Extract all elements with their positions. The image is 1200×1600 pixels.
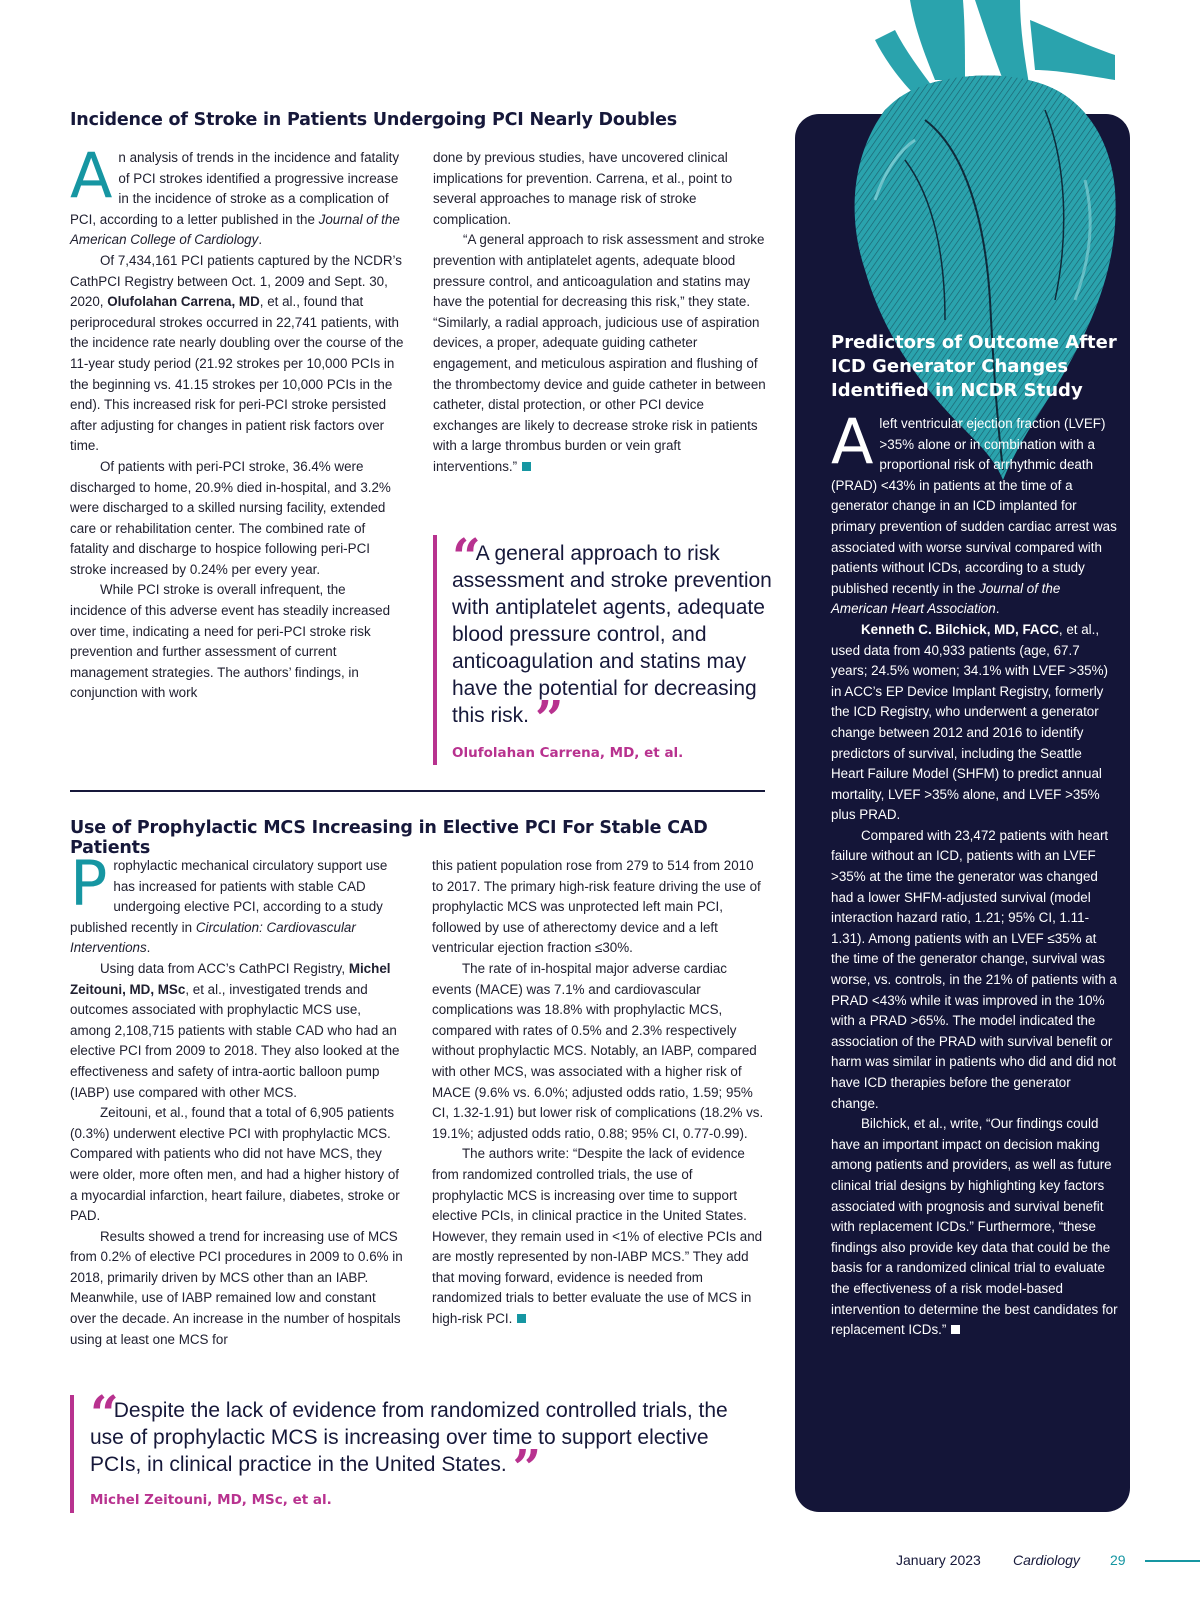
article1-p1-end: .: [258, 232, 263, 248]
article1-p3: Of patients with peri-PCI stroke, 36.4% were discharged to home, 20.9% died in-hospital, and 3.2% were discharged to a skilled nursing facility, extended care or rehabilitation center. The combined rate of fatality and discharge to hospice following peri-PCI stroke increased by 0.24% per every year.: [70, 458, 391, 577]
footer-rule: [1145, 1560, 1200, 1562]
sidebar-title: Predictors of Outcome After ICD Generator Changes Identified in NCDR Study: [831, 332, 1117, 401]
pull-quote-1: [452, 527, 772, 761]
article2-p2: Using data from ACC’s CathPCI Registry,: [100, 960, 349, 976]
footer-publication: Cardiology: [1013, 1552, 1080, 1568]
article1-p1: n analysis of trends in the incidence and fatality of PCI strokes identified a progressive increase in the incidence of stroke as a complication of PCI, according to a letter published in the: [70, 150, 400, 227]
quote1-bar: [433, 535, 437, 765]
article2-p2-rest: , et al., investigated trends and outcomes associated with prophylactic MCS use, among 2,108,715 patients with stable CAD who had an elective PCI from 2009 to 2018. They also looked at the effectiveness and safety of intra-aortic balloon pump (IABP) use compared with other MCS.: [70, 981, 400, 1100]
quote1-attribution: Olufolahan Carrena, MD, et al.: [452, 745, 684, 761]
article2-journal: Circulation: Cardiovascular Interventions: [70, 919, 356, 956]
article1-column-1: [70, 139, 405, 704]
open-quote-icon: “: [90, 1384, 114, 1443]
quote2-bar: [70, 1395, 74, 1513]
article2-author: Michel Zeitouni, MD, MSc: [70, 960, 391, 997]
end-mark-icon: [522, 462, 531, 471]
end-mark-icon: [951, 1325, 960, 1334]
article2-p1: rophylactic mechanical circulatory support use has increased for patients with stable CAD undergoing elective PCI, according to a study published recently in: [70, 858, 388, 935]
article1-p2-rest: , et al., found that periprocedural strokes occurred in 22,741 patients, with the incidence rate nearly doubling over the course of the 11-year study period (21.92 strokes per 10,000 PCIs in the beginning vs. 41.15 strokes per 10,000 PCIs in the end). This increased risk for peri-PCI stroke persisted after adjusting for changes in patient risk factors over time.: [70, 294, 404, 454]
article2-c2-p3: The authors write: “Despite the lack of evidence from randomized controlled trials, the use of prophylactic MCS is increasing over time to support elective PCIs, in clinical practice in the United States. However, they remain used in <1% of elective PCIs and are mostly represented by non-IABP MCS.” They add that moving forward, evidence is needed from randomized trials to better evaluate the use of MCS in high-risk PCI.: [432, 1146, 763, 1327]
page-number: 29: [1110, 1552, 1126, 1568]
article1-drop-cap: A: [70, 139, 113, 212]
sidebar-body: [831, 405, 1118, 1341]
article2-p3: Zeitouni, et al., found that a total of 6,905 patients (0.3%) underwent elective PCI with prophylactic MCS. Compared with patients who did not have MCS, they were older, more often men, and had a higher history of a myocardial infarction, heart failure, diabetes, stroke or PAD.: [70, 1105, 400, 1224]
sidebar-journal: Journal of the American Heart Association: [831, 580, 1061, 617]
footer-date: January 2023: [896, 1552, 981, 1568]
article1-author: Olufolahan Carrena, MD: [107, 294, 260, 310]
sidebar-p4: Bilchick, et al., write, “Our findings could have an important impact on decision making among patients and providers, as well as future clinical trial designs by highlighting key factors associated with prognosis and survival benefit with replacement ICDs.” Furthermore, “these findings also provide key data that could be the basis for a randomized clinical trial to evaluate the effectiveness of a risk model-based intervention to determine the best candidates for replacement ICDs.”: [831, 1116, 1118, 1338]
article2-column-2: [432, 856, 767, 1330]
close-quote-icon: ”: [512, 1438, 537, 1497]
article2-drop-cap: P: [70, 847, 108, 920]
open-quote-icon: “: [452, 527, 476, 586]
sidebar-p2: , et al., used data from 40,933 patients (age, 67.7 years; 24.5% women; 34.1% with LVEF >35%) in ACC’s EP Device Implant Registry, formerly the ICD Registry, who underwent a generator change between 2012 and 2016 to identify predictors of survival, including the Seattle Heart Failure Model (SHFM) to predict annual mortality, LVEF >35% alone, and LVEF >35% plus PRAD.: [831, 621, 1108, 823]
pull-quote-2: [90, 1384, 750, 1508]
article2-p4: Results showed a trend for increasing use of MCS from 0.2% of elective PCI procedures in 2009 to 0.6% in 2018, primarily driven by MCS other than an IABP. Meanwhile, use of IABP remained low and constant over the decade. An increase in the number of hospitals using at least one MCS for: [70, 1228, 403, 1347]
article2-c2-p1: this patient population rose from 279 to 514 from 2010 to 2017. The primary high-risk feature driving the use of prophylactic MCS was unprotected left main PCI, followed by use of atherectomy device and a left ventricular ejection fraction ≤30%.: [432, 858, 761, 956]
article1-title: Incidence of Stroke in Patients Undergoing PCI Nearly Doubles: [70, 110, 677, 130]
article1-p4: While PCI stroke is overall infrequent, the incidence of this adverse event has steadily increased over time, indicating a need for peri-PCI stroke risk prevention and further assessment of current management strategies. The authors’ findings, in conjunction with work: [70, 582, 391, 701]
article2-p1-end: .: [146, 940, 151, 956]
sidebar-p3: Compared with 23,472 patients with heart failure without an ICD, patients with an LVEF >35% at the time the generator was changed had a lower SHFM-adjusted survival (model interaction hazard ratio, 1.21; 95% CI, 1.11-1.31). Among patients with an LVEF ≤35% at the time of the generator change, survival was worse, vs. controls, in the 21% of patients with a PRAD <43% while it was improved in the 10% with a PRAD >65%. The model indicated the association of the PRAD with survival benefit or harm was similar in patients who did and did not have ICD therapies before the generator change.: [831, 827, 1117, 1111]
article2-title: Use of Prophylactic MCS Increasing in Elective PCI For Stable CAD Patients: [70, 818, 708, 858]
article1-c2-p1: done by previous studies, have uncovered clinical implications for prevention. Carrena, et al., point to several approaches to manage risk of stroke complication.: [433, 150, 733, 227]
end-mark-icon: [517, 1314, 526, 1323]
article1-column-2: [433, 148, 768, 478]
section-divider: [70, 790, 765, 792]
article2-column-1: [70, 847, 405, 1350]
article1-p2: Of 7,434,161 PCI patients captured by the NCDR’s CathPCI Registry between Oct. 1, 2009 and Sept. 30, 2020,: [70, 252, 402, 310]
sidebar-drop-cap: A: [831, 405, 874, 478]
sidebar-p1: left ventricular ejection fraction (LVEF) >35% alone or in combination with a proportional risk of arrhythmic death (PRAD) <43% in patients at the time of a generator change in an ICD implanted for primary prevention of sudden cardiac arrest was associated with worse survival compared with patients without ICDs, according to a study published recently in the: [831, 416, 1117, 596]
sidebar-p1-end: .: [995, 601, 1000, 617]
article1-journal: Journal of the American College of Cardiology: [70, 211, 400, 248]
quote2-text: Despite the lack of evidence from randomized controlled trials, the use of prophylactic MCS is increasing over time to support elective PCIs, in clinical practice in the United States.: [90, 1399, 728, 1476]
quote2-attribution: Michel Zeitouni, MD, MSc, et al.: [90, 1492, 332, 1508]
quote1-text: A general approach to risk assessment and stroke prevention with antiplatelet agents, adequate blood pressure control, and anticoagulation and statins may have the potential for decreasing this risk.: [452, 542, 772, 727]
close-quote-icon: ”: [534, 689, 559, 748]
article1-c2-p2: “A general approach to risk assessment and stroke prevention with antiplatelet agents, adequate blood pressure control, and anticoagulation and statins may have the potential for decreasing this risk,” they state. “Similarly, a radial approach, judicious use of aspiration devices, a proper, adequate guiding catheter engagement, and meticulous aspiration and flushing of the thrombectomy device and guide catheter in between catheter, distal protection, or other PCI device exchanges are likely to decrease stroke risk in patients with a large thrombus burden or vein graft interventions.”: [433, 232, 766, 474]
sidebar-author: Kenneth C. Bilchick, MD, FACC: [861, 621, 1059, 637]
article2-c2-p2: The rate of in-hospital major adverse cardiac events (MACE) was 7.1% and cardiovascular complications was 18.8% with prophylactic MCS, compared with rates of 0.5% and 2.3% respectively without prophylactic MCS. Notably, an IABP, compared with other MCS, was associated with a higher risk of MACE (9.6% vs. 6.0%; adjusted odds ratio, 1.59; 95% CI, 1.32-1.91) but lower risk of complications (18.2% vs. 19.1%; adjusted odds ratio, 0.88; 95% CI, 0.77-0.99).: [432, 960, 764, 1141]
